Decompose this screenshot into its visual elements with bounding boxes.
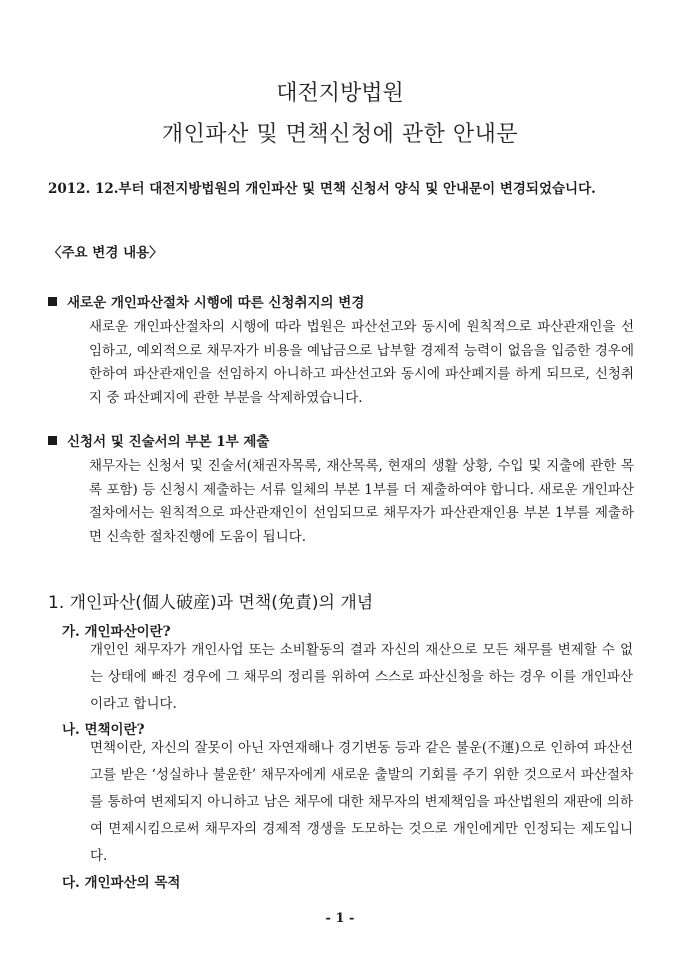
court-name: 대전지방법원 bbox=[276, 81, 404, 106]
change-body-2: 채무자는 신청서 및 진술서(채권자목록, 재산목록, 현재의 생활 상황, 수입 및 지출에 관한 목록 포함) 등 신청시 제출하는 서류 일체의 부본 1부를 더 제출하여야 합니다. 새로운 개인파산절차에서는 원칙적으로 파산관재인이 선임되므로 채무자가 파산관재인용 부본 1부를 제출하면 신속한 절차진행에 도움이 됩니다. bbox=[89, 458, 634, 545]
change-heading-text: 새로운 개인파산절차 시행에 따른 신청취지의 변경 bbox=[67, 295, 365, 311]
change-heading-text: 신청서 및 진술서의 부본 1부 제출 bbox=[67, 434, 270, 450]
subsection-body: 개인인 채무자가 개인사업 또는 소비활동의 결과 자신의 재산으로 모든 채무를 변제할 수 없는 상태에 빠진 경우에 그 채무의 정리를 위하여 스스로 파산신청을 하는 경우 이를 개인파산이라고 합니다. bbox=[90, 642, 633, 712]
changes-heading: 〈주요 변경 내용〉 bbox=[48, 245, 163, 261]
page-number: - 1 - bbox=[325, 911, 355, 926]
change-heading-2 bbox=[48, 430, 269, 450]
subsection-body: 면책이란, 자신의 잘못이 아닌 자연재해나 경기변동 등과 같은 불운(不運)으로 인하여 파산선고를 받은 ‘성실하나 불운한’ 채무자에게 새로운 출발의 기회를 주기 위한 것으로서 파산절차를 통하여 변제되지 아니하고 남은 채무에 대한 채무자의 변제책임을 파산법원의 재판에 의하여 면제시킴으로써 채무자의 경제적 갱생을 도모하는 것으로 개인에게만 인정되는 제도입니다. bbox=[90, 740, 633, 864]
page-title: 개인파산 및 면책신청에 관한 안내문 bbox=[161, 122, 519, 147]
subsection-heading: 가. 개인파산이란? bbox=[62, 624, 171, 640]
change-heading-1 bbox=[48, 291, 364, 311]
square-bullet-icon bbox=[48, 297, 57, 306]
subsection-heading: 나. 면책이란? bbox=[62, 722, 145, 738]
section-heading: 1. 개인파산(個人破産)과 면책(免責)의 개념 bbox=[48, 593, 374, 613]
subsection-heading: 다. 개인파산의 목적 bbox=[62, 875, 181, 891]
intro-notice: 2012. 12.부터 대전지방법원의 개인파산 및 면책 신청서 양식 및 안내문이 변경되었습니다. bbox=[48, 181, 596, 197]
change-body-1: 새로운 개인파산절차의 시행에 따라 법원은 파산선고와 동시에 원칙적으로 파산관재인을 선임하고, 예외적으로 채무자가 비용을 예납금으로 납부할 경제적 능력이 없음을 입증한 경우에 한하여 파산관재인을 선임하지 아니하고 파산선고와 동시에 파산폐지를 하게 되므로, 신청취지 중 파산폐지에 관한 부분을 삭제하였습니다. bbox=[89, 319, 634, 406]
square-bullet-icon bbox=[48, 436, 57, 445]
